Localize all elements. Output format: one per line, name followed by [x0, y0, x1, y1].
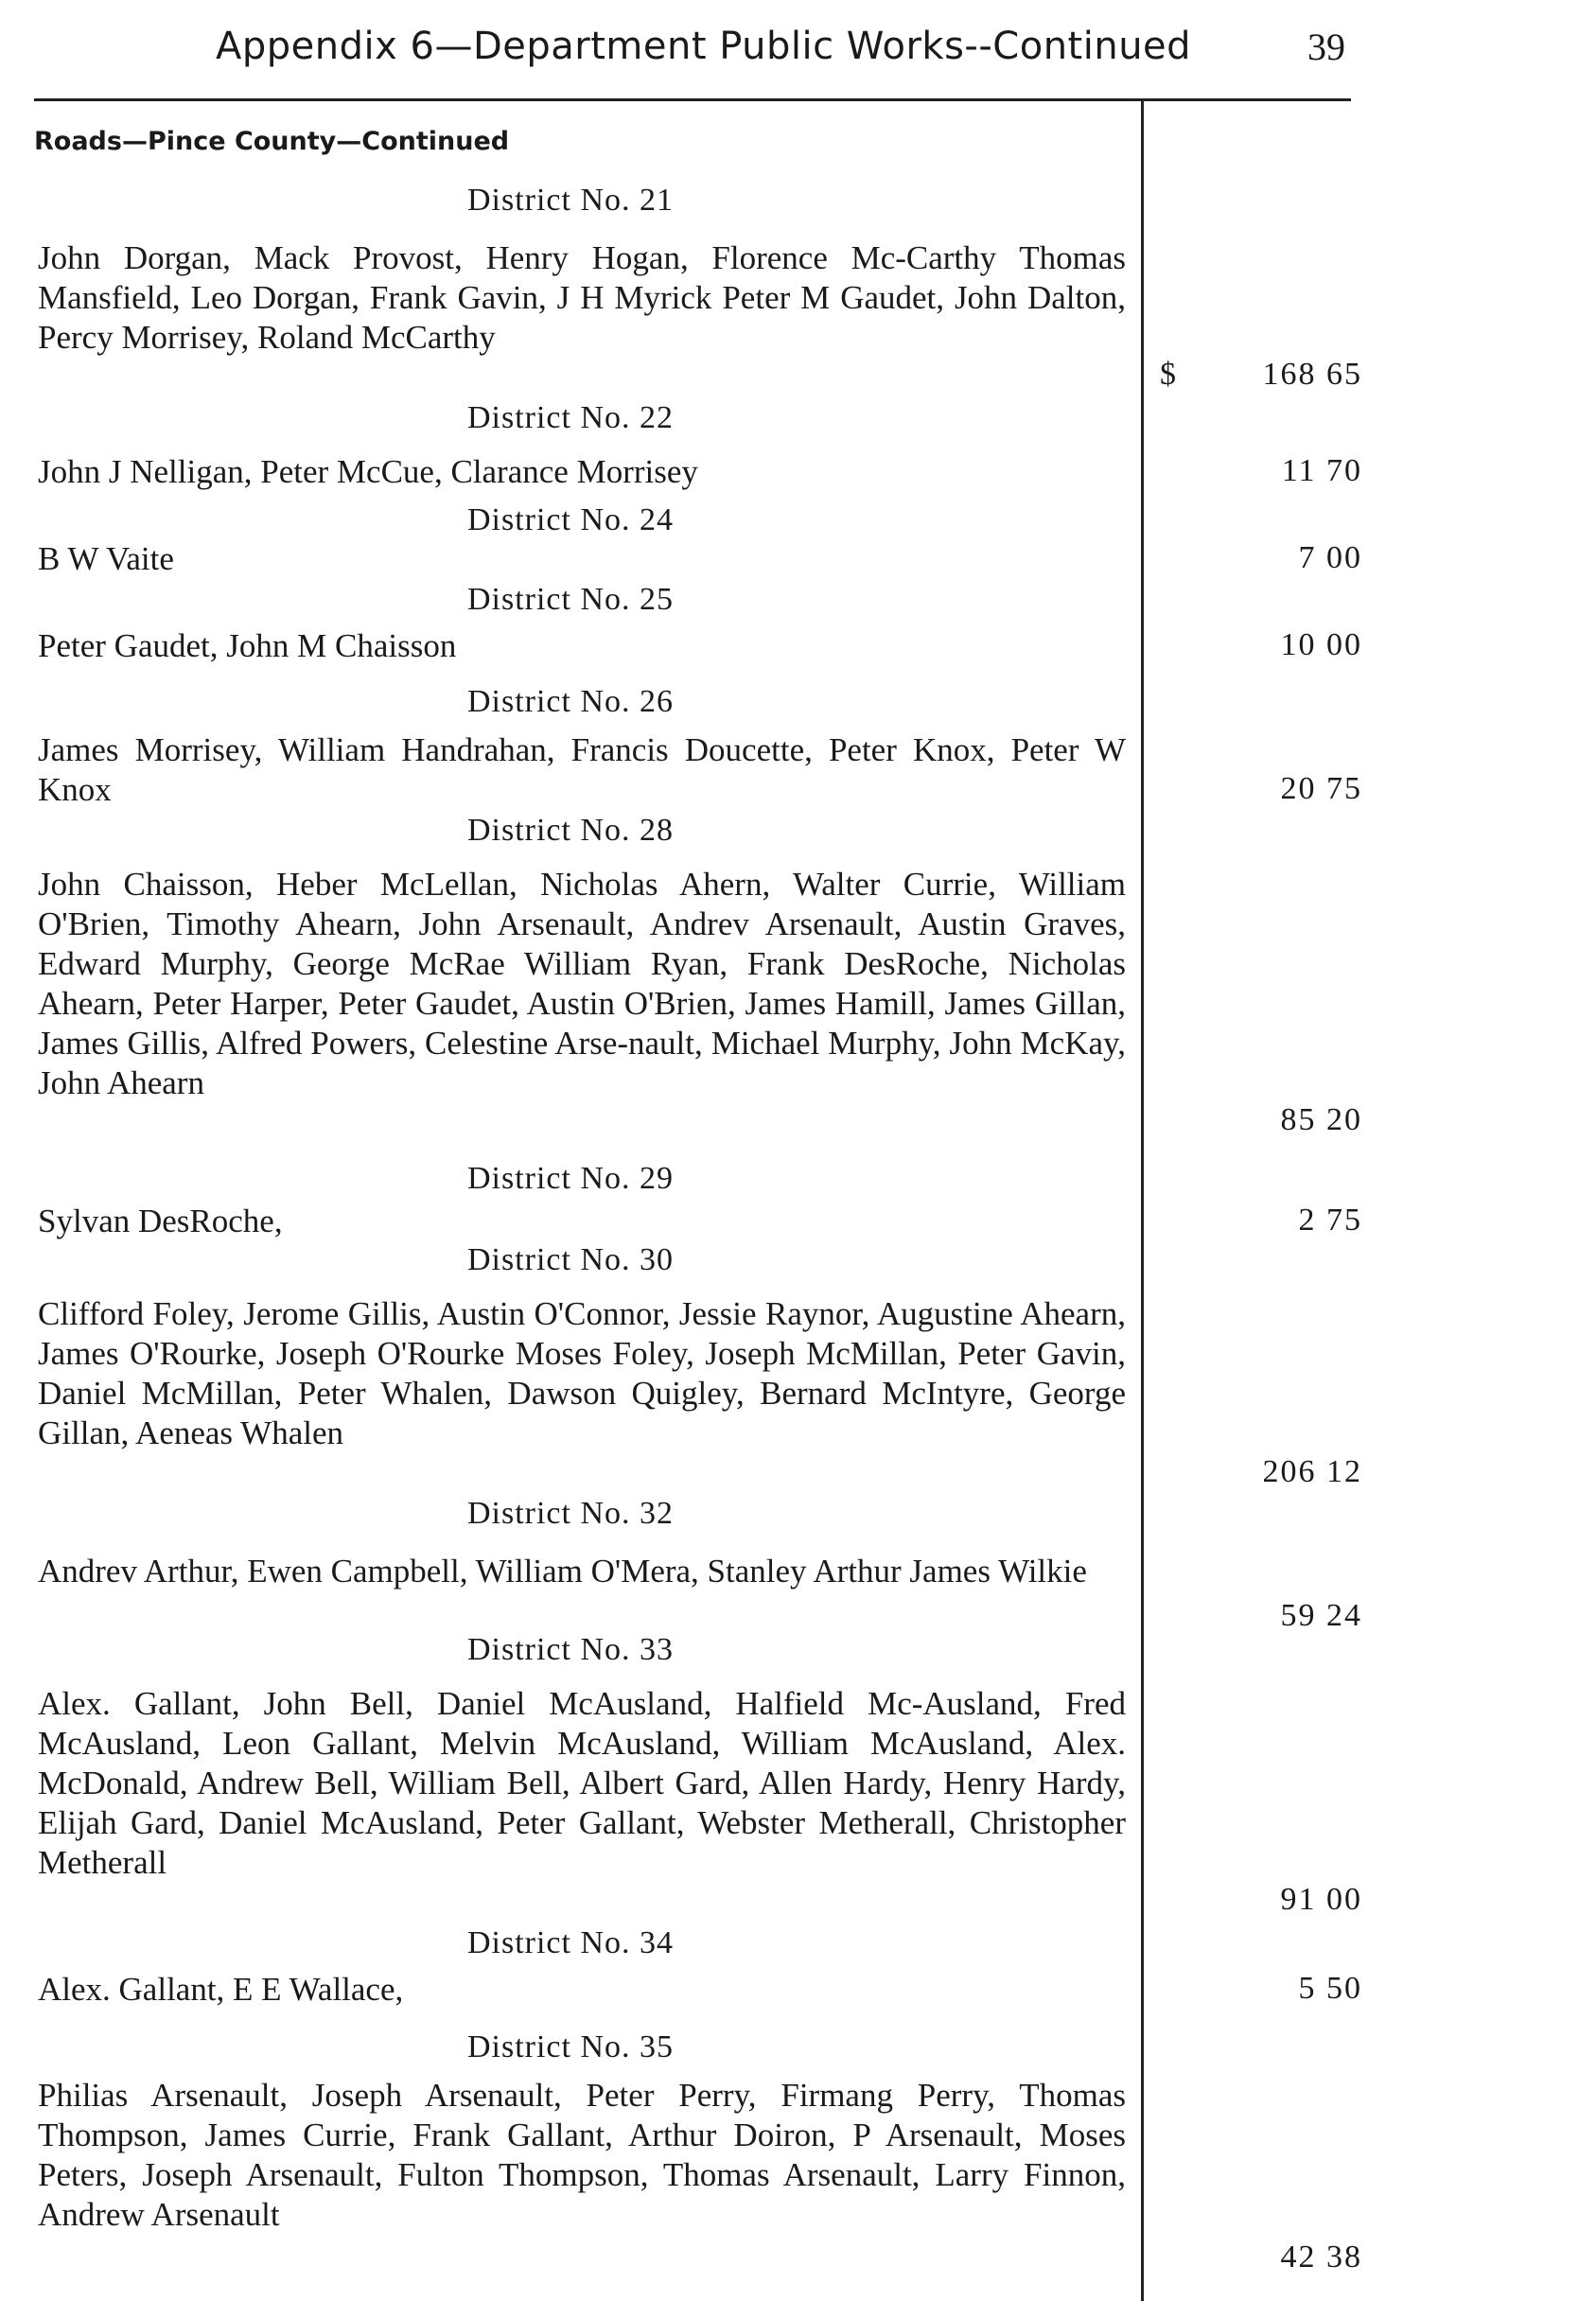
district-amount: 59 24 [1280, 1598, 1362, 1633]
district-names: Alex. Gallant, John Bell, Daniel McAusland, Halfield Mc-Ausland, Fred McAusland, Leon Gallant, Melvin McAusland, William McAusland, Alex. McDonald, Andrew Bell, William Bell, Albert Gard, Allen Hardy, Henry Hardy, Elijah Gard, Daniel McAusland, Peter Gallant, Webster Metherall, Christopher Metherall [38, 1685, 1126, 1881]
district-amount: 20 75 [1280, 771, 1362, 806]
district-heading: District No. 33 [466, 1632, 675, 1667]
district-names: James Morrisey, William Handrahan, Francis Doucette, Peter Knox, Peter W Knox [38, 731, 1126, 808]
district-heading: District No. 22 [466, 400, 675, 435]
currency-symbol: $ [1160, 357, 1176, 392]
district-heading: District No. 30 [466, 1242, 675, 1277]
district-names: John J Nelligan, Peter McCue, Clarance Morrisey [38, 453, 698, 490]
district-names: B W Vaite [38, 540, 174, 577]
district-names: Andrev Arthur, Ewen Campbell, William O'Mera, Stanley Arthur James Wilkie [38, 1553, 1087, 1590]
district-heading: District No. 28 [466, 813, 675, 848]
district-amount: 10 00 [1280, 627, 1362, 662]
district-amount: 206 12 [1262, 1454, 1362, 1489]
district-heading: District No. 21 [466, 183, 675, 218]
page-title: Appendix 6—Department Public Works--Continued [216, 25, 1192, 68]
district-heading: District No. 32 [466, 1496, 675, 1531]
district-amount: 168 65 [1262, 357, 1362, 392]
district-names: Alex. Gallant, E E Wallace, [38, 1971, 404, 2008]
district-names: John Dorgan, Mack Provost, Henry Hogan, Florence Mc-Carthy Thomas Mansfield, Leo Dorgan, Frank Gavin, J H Myrick Peter M Gaudet, John Dalton, Percy Morrisey, Roland McCarthy [38, 239, 1126, 356]
district-amount: 2 75 [1298, 1203, 1362, 1238]
district-amount: 11 70 [1281, 453, 1362, 488]
district-names: Peter Gaudet, John M Chaisson [38, 627, 457, 664]
district-amount: 91 00 [1280, 1882, 1362, 1917]
district-names: John Chaisson, Heber McLellan, Nicholas Ahern, Walter Currie, William O'Brien, Timothy Ahearn, John Arsenault, Andrev Arsenault, Austin Graves, Edward Murphy, George McRae William Ryan, Frank DesRoche, Nicholas Ahearn, Peter Harper, Peter Gaudet, Austin O'Brien, James Hamill, James Gillan, James Gillis, Alfred Powers, Celestine Arse-nault, Michael Murphy, John McKay, John Ahearn [38, 866, 1126, 1101]
district-names: Sylvan DesRoche, [38, 1203, 283, 1239]
page-number: 39 [1307, 26, 1345, 68]
district-amount: 5 50 [1298, 1971, 1362, 2006]
district-heading: District No. 25 [466, 582, 675, 617]
district-amount: 42 38 [1280, 2240, 1362, 2275]
district-heading: District No. 34 [466, 1925, 675, 1960]
district-heading: District No. 35 [466, 2029, 675, 2064]
district-heading: District No. 26 [466, 684, 675, 719]
district-names: Philias Arsenault, Joseph Arsenault, Peter Perry, Firmang Perry, Thomas Thompson, James Currie, Frank Gallant, Arthur Doiron, P Arsenault, Moses Peters, Joseph Arsenault, Fulton Thompson, Thomas Arsenault, Larry Finnon, Andrew Arsenault [38, 2077, 1126, 2233]
district-heading: District No. 24 [466, 502, 675, 537]
district-names: Clifford Foley, Jerome Gillis, Austin O'Connor, Jessie Raynor, Augustine Ahearn, James O'Rourke, Joseph O'Rourke Moses Foley, Joseph McMillan, Peter Gavin, Daniel McMillan, Peter Whalen, Dawson Quigley, Bernard McIntyre, George Gillan, Aeneas Whalen [38, 1295, 1126, 1451]
district-amount: 7 00 [1298, 540, 1362, 575]
district-amount: 85 20 [1280, 1102, 1362, 1137]
section-heading: Roads—Pince County—Continued [34, 127, 510, 156]
district-heading: District No. 29 [466, 1161, 675, 1196]
